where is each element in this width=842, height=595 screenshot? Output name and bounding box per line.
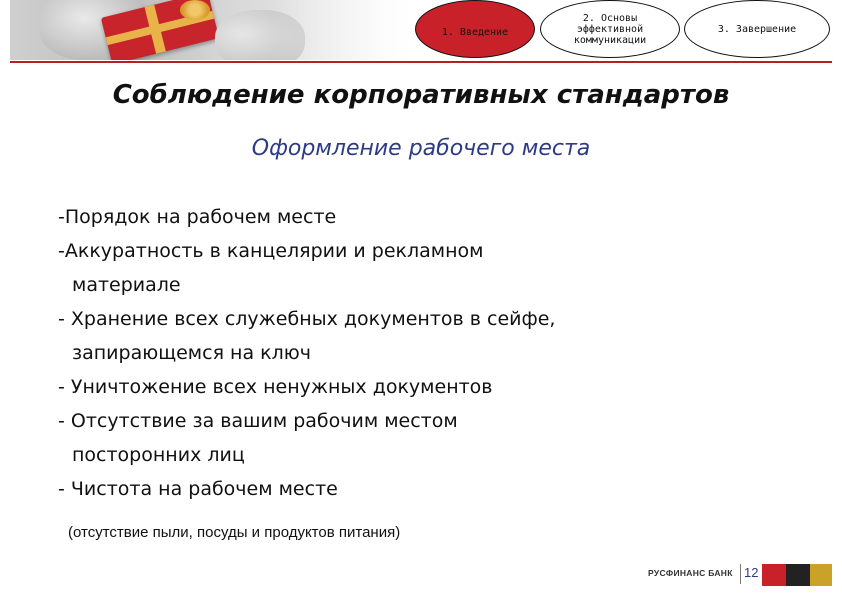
bullet-text: - Отсутствие за вашим рабочим местом [58,410,458,432]
gift-bow-image [180,0,210,20]
nav-basics-label: 2. Основы эффективной коммуникации [573,12,647,46]
bullet-text: -Аккуратность в канцелярии и рекламном [58,240,484,262]
bullet-text: - Чистота на рабочем месте [58,478,338,500]
bank-logo: РУСФИНАНС БАНК [648,568,733,578]
footer-separator [740,564,741,584]
bullet-text: -Порядок на рабочем месте [58,206,337,228]
bullet-continuation: материале [72,274,181,296]
nav-intro-button[interactable] [415,0,535,58]
page-number: 12 [744,565,759,580]
list-item [58,404,698,472]
bullet-text: - Хранение всех служебных документов в сейфе, [58,308,556,330]
page-title: Соблюдение корпоративных стандартов [112,80,730,110]
bullet-continuation: посторонних лиц [72,444,245,466]
brand-square-red [762,564,786,586]
nav-intro-label: 1. Введение [441,26,509,38]
nav-basics-button[interactable] [540,0,680,58]
list-item [58,200,698,234]
brand-square-black [786,564,810,586]
list-item [58,234,698,302]
cleanliness-note: (отсутствие пыли, посуды и продуктов питания) [68,524,401,541]
header-photo [10,0,412,60]
photo-fade [272,0,412,60]
page-subtitle: Оформление рабочего места [251,136,591,161]
list-item [58,302,698,370]
header-divider [10,61,832,63]
nav-end-label: 3. Завершение [717,23,797,35]
bullet-continuation: запирающемся на ключ [72,342,311,364]
list-item [58,472,698,506]
brand-square-gold [810,564,832,586]
bullet-list [58,200,698,506]
nav-end-button[interactable] [684,0,830,58]
list-item [58,370,698,404]
bullet-text: - Уничтожение всех ненужных документов [58,376,493,398]
